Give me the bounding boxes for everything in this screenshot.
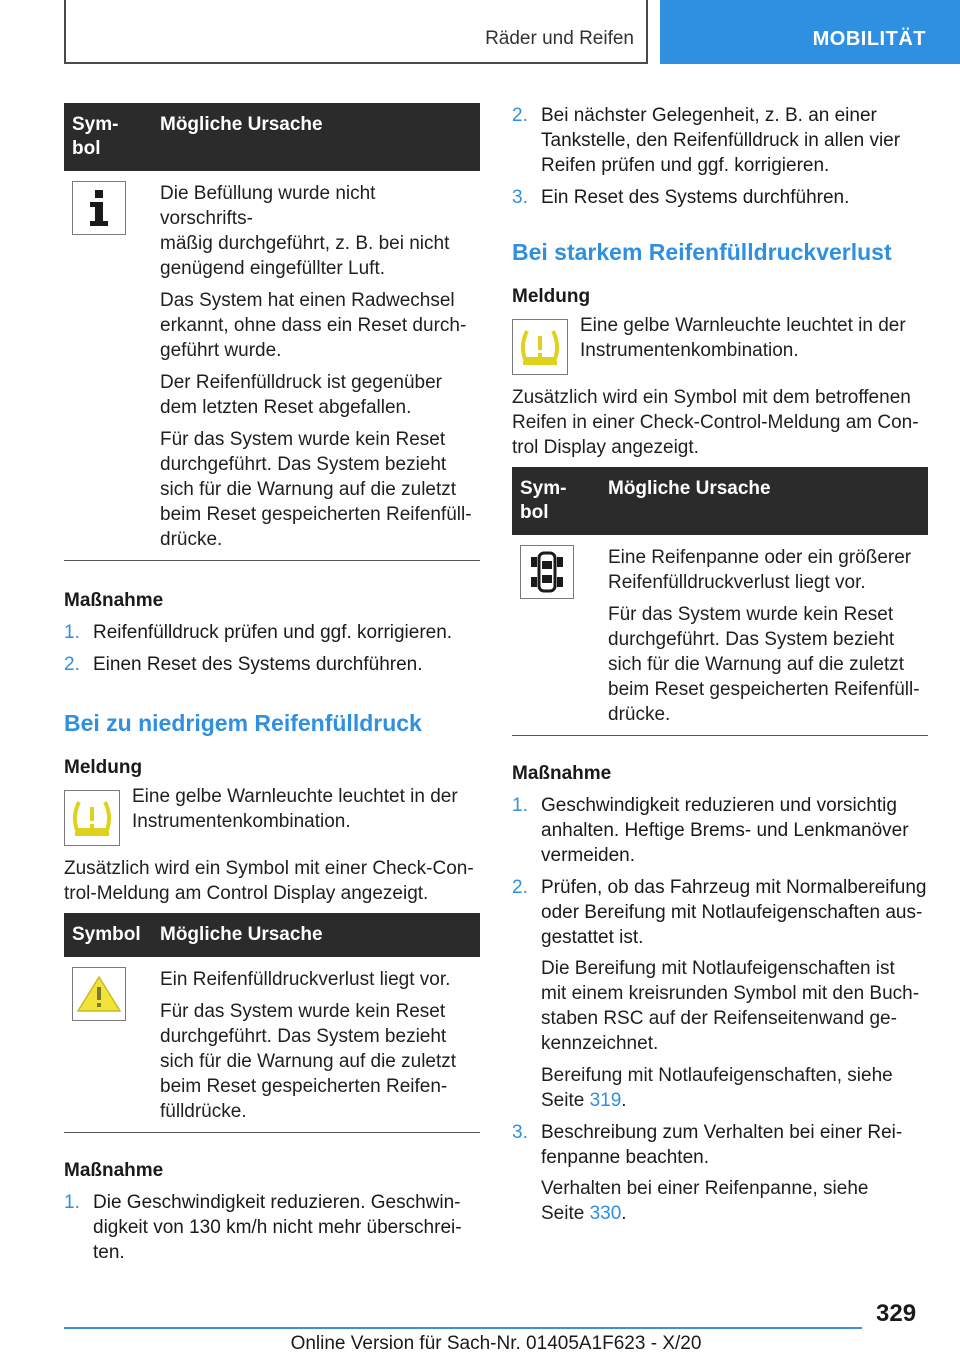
table-header-cause: Mögliche Ursache: [152, 913, 480, 957]
measure-list: [64, 620, 480, 677]
list-item: 2. Bei nächster Gelegenheit, z. B. an einer Tankstelle, den Reifenfülldruck in allen vier Reifen prüfen und ggf. korrigieren.: [512, 105, 901, 176]
message-text: Eine gelbe Warnleuchte leuchtet in der Instrumentenkombination.: [580, 315, 906, 361]
cause-table-1: [64, 103, 480, 561]
message-row: [64, 784, 480, 846]
page-number: 329: [876, 1300, 917, 1327]
cause-table-3: [512, 467, 928, 736]
cause-table-2: [64, 913, 480, 1133]
car-tire-icon: [520, 545, 574, 599]
list-item: 1. Die Geschwindigkeit reduzieren. Geschwin- digkeit von 130 km/h nicht mehr überschrei- ten.: [64, 1192, 462, 1263]
table-row: [64, 957, 480, 1133]
message-row: [512, 313, 928, 375]
message-title: Meldung: [512, 286, 591, 307]
cause-text: Für das System wurde kein Reset durchgeführt. Das System bezieht sich für die Warnung auf die zuletzt beim Reset gespeicherten Reifen- fülldrücke.: [160, 1001, 457, 1122]
measure-title: Maßnahme: [64, 1160, 164, 1181]
right-column: [512, 103, 928, 1233]
section-heading-strong-loss: Bei starkem Reifenfülldruckverlust: [512, 239, 892, 265]
section-heading-low-pressure: Bei zu niedrigem Reifenfülldruck: [64, 710, 422, 736]
cause-text: Eine Reifenpanne oder ein größerer Reifenfülldruckverlust liegt vor.: [608, 547, 912, 593]
warning-triangle-icon: [72, 967, 126, 1021]
left-column: [64, 103, 480, 1272]
step-reference: Verhalten bei einer Reifenpanne, siehe Seite 330.: [541, 1178, 869, 1224]
measure-list-continued: [512, 103, 928, 210]
page-link-330[interactable]: 330: [589, 1203, 622, 1224]
footer-divider: [64, 1327, 862, 1329]
table-header-symbol: Symbol: [64, 913, 152, 957]
table-header-cause: Mögliche Ursache: [152, 103, 480, 171]
list-item: 1. Geschwindigkeit reduzieren und vorsichtig anhalten. Heftige Brems- und Lenkmanöver vermeiden.: [512, 795, 909, 866]
step-note: Die Bereifung mit Notlaufeigenschaften ist mit einem kreisrunden Symbol mit den Buch- staben RSC auf der Reifenseitenwand ge- kennzeichnet.: [541, 958, 920, 1054]
category-tab: [660, 0, 960, 64]
tire-pressure-warning-icon: [512, 319, 568, 375]
table-row: [512, 535, 928, 736]
cause-text: Für das System wurde kein Reset durchgeführt. Das System bezieht sich für die Warnung auf die zuletzt beim Reset gespeicherten Reifenfüll- drücke.: [608, 604, 920, 725]
table-header-symbol: Sym- bol: [64, 103, 152, 171]
measure-list: [64, 1190, 480, 1265]
list-item: 2. Prüfen, ob das Fahrzeug mit Normalbereifung oder Bereifung mit Notlaufeigenschaften aus- gestattet ist. Die Bereifung mit Notlaufeigenschaften ist mit einem kreisrunden Symbol mit den Buch- staben RSC auf der Reifenseitenwand ge- kennzeichnet. Bereifung mit Notlaufeigenschaften, siehe Seite 319.: [512, 877, 927, 1111]
table-header-symbol: Sym- bol: [512, 467, 600, 535]
footer-online-version: Online Version für Sach-Nr. 01405A1F623 - X/20: [290, 1333, 702, 1354]
list-item: 1. Reifenfülldruck prüfen und ggf. korrigieren.: [64, 622, 453, 643]
list-item: 3. Ein Reset des Systems durchführen.: [512, 187, 850, 208]
list-item: 2. Einen Reset des Systems durchführen.: [64, 654, 423, 675]
cause-text: Die Befüllung wurde nicht vorschrifts- mäßig durchgeführt, z. B. bei nicht genügend eingefüllter Luft.: [160, 183, 450, 279]
extra-text: Zusätzlich wird ein Symbol mit einer Check-Con- trol-Meldung am Control Display angezeigt.: [64, 858, 474, 904]
step-reference: Bereifung mit Notlaufeigenschaften, siehe Seite 319.: [541, 1065, 893, 1111]
cause-text: Ein Reifenfülldruckverlust liegt vor.: [160, 969, 451, 990]
list-item: 3. Beschreibung zum Verhalten bei einer Rei- fenpanne beachten. Verhalten bei einer Reifenpanne, siehe Seite 330.: [512, 1120, 928, 1226]
extra-text: Zusätzlich wird ein Symbol mit dem betroffenen Reifen in einer Check-Control-Meldung am Con- trol Display angezeigt.: [512, 387, 919, 458]
measure-title: Maßnahme: [64, 590, 164, 611]
measure-list: [512, 793, 928, 1226]
cause-text: Das System hat einen Radwechsel erkannt, ohne dass ein Reset durch- geführt wurde.: [160, 290, 467, 361]
info-icon: [72, 181, 126, 235]
section-title: Räder und Reifen: [485, 28, 634, 49]
cause-text: Der Reifenfülldruck ist gegenüber dem letzten Reset abgefallen.: [160, 372, 442, 418]
category-label: MOBILITÄT: [812, 28, 926, 50]
header-section-box: [64, 0, 648, 64]
message-title: Meldung: [64, 757, 143, 778]
table-header-cause: Mögliche Ursache: [600, 467, 928, 535]
tire-pressure-warning-icon: [64, 790, 120, 846]
page-link-319[interactable]: 319: [589, 1090, 622, 1111]
table-row: [64, 171, 480, 561]
measure-title: Maßnahme: [512, 763, 612, 784]
cause-text: Für das System wurde kein Reset durchgeführt. Das System bezieht sich für die Warnung auf die zuletzt beim Reset gespeicherten Reifenfüll- drücke.: [160, 429, 472, 550]
message-text: Eine gelbe Warnleuchte leuchtet in der Instrumentenkombination.: [132, 786, 458, 832]
